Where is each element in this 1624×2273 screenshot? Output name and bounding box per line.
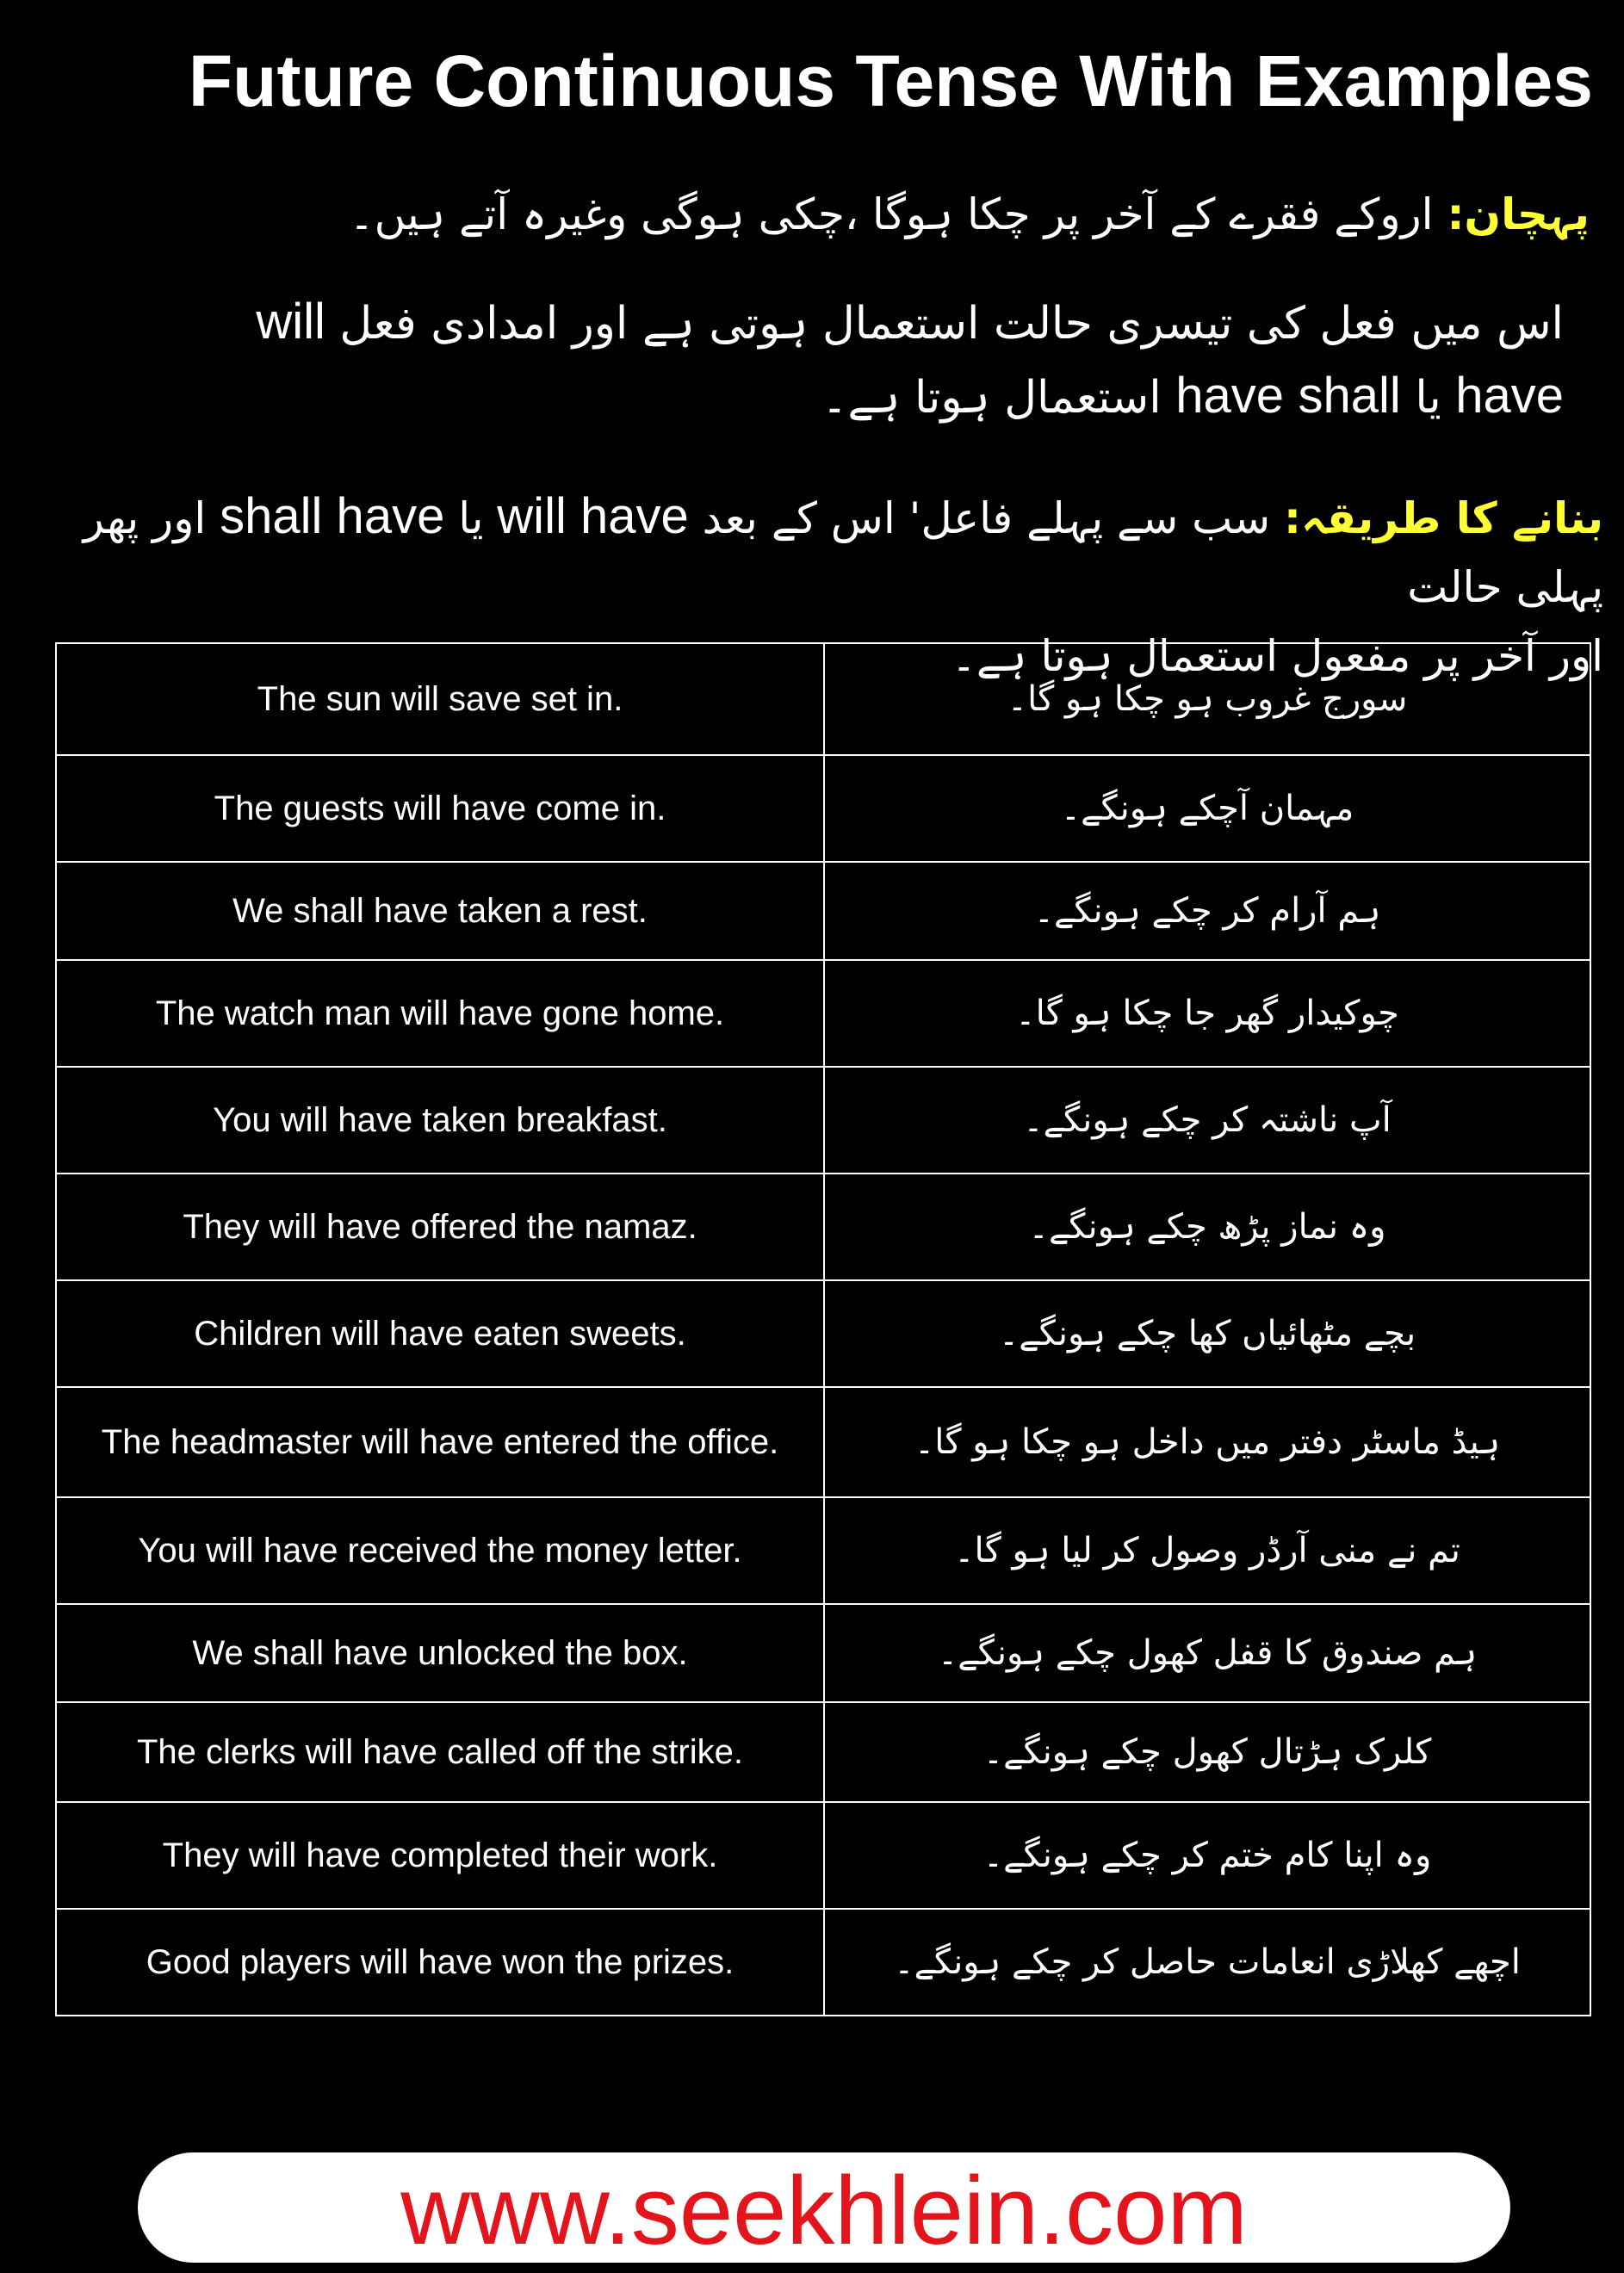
usage-text-a: اس میں فعل کی تیسری حالت استعمال ہوتی ہے اور امدادی فعل [339, 298, 1564, 350]
urdu-translation: کلرک ہڑتال کھول چکے ہونگے۔ [824, 1702, 1590, 1802]
table-row [56, 1280, 1590, 1387]
urdu-translation: اچھے کھلاڑی انعامات حاصل کر چکے ہونگے۔ [824, 1909, 1590, 2016]
urdu-translation: سورج غروب ہو چکا ہو گا۔ [824, 643, 1590, 755]
table-row [56, 960, 1590, 1067]
method-english-1: will have [497, 488, 689, 544]
table-row [56, 862, 1590, 960]
table-row [56, 1067, 1590, 1174]
urdu-translation: ہم صندوق کا قفل کھول چکے ہونگے۔ [824, 1604, 1590, 1702]
table-row [56, 643, 1590, 755]
urdu-translation: ہیڈ ماسٹر دفتر میں داخل ہو چکا ہو گا۔ [824, 1387, 1590, 1497]
urdu-translation: ہم آرام کر چکے ہونگے۔ [824, 862, 1590, 960]
method-ya: یا [458, 493, 484, 543]
urdu-translation: چوکیدار گھر جا چکا ہو گا۔ [824, 960, 1590, 1067]
website-url[interactable]: www.seekhlein.com [400, 2157, 1248, 2263]
identification-line [22, 183, 1590, 246]
english-sentence: The clerks will have called off the strike. [56, 1702, 824, 1802]
usage-ya: یا [1415, 372, 1441, 424]
table-row [56, 1387, 1590, 1497]
page-title: Future Continuous Tense With Examples [188, 40, 1593, 121]
english-sentence: We shall have unlocked the box. [56, 1604, 824, 1702]
website-banner[interactable] [138, 2152, 1510, 2263]
identification-text: اروکے فقرے کے آخر پر چکا ہوگا ،چکی ہوگی وغیرہ آتے ہیں۔ [349, 189, 1434, 239]
english-sentence: You will have received the money letter. [56, 1497, 824, 1604]
urdu-translation: وہ نماز پڑھ چکے ہونگے۔ [824, 1174, 1590, 1280]
table-row [56, 1174, 1590, 1280]
urdu-translation: مہمان آچکے ہونگے۔ [824, 755, 1590, 862]
method-text-c: اور آخر پر مفعول استعمال ہوتا ہے۔ [951, 631, 1603, 681]
urdu-translation: آپ ناشتہ کر چکے ہونگے۔ [824, 1067, 1590, 1174]
method-label: بنانے کا طریقہ: [1284, 493, 1603, 543]
english-sentence: The sun will save set in. [56, 643, 824, 755]
urdu-translation: بچے مٹھائیاں کھا چکے ہونگے۔ [824, 1280, 1590, 1387]
examples-table [55, 642, 1591, 2016]
usage-paragraph [152, 286, 1564, 434]
english-sentence: Good players will have won the prizes. [56, 1909, 824, 2016]
english-sentence: Children will have eaten sweets. [56, 1280, 824, 1387]
english-sentence: We shall have taken a rest. [56, 862, 824, 960]
table-row [56, 1909, 1590, 2016]
urdu-translation: وہ اپنا کام ختم کر چکے ہونگے۔ [824, 1802, 1590, 1909]
table-row [56, 1802, 1590, 1909]
english-sentence: The guests will have come in. [56, 755, 824, 862]
english-sentence: They will have completed their work. [56, 1802, 824, 1909]
method-text-b: اور پھر پہلی حالت [83, 493, 1603, 612]
usage-english-1: will have [256, 294, 1564, 424]
identification-label: پہچان: [1447, 189, 1590, 239]
urdu-translation: تم نے منی آرڈر وصول کر لیا ہو گا۔ [824, 1497, 1590, 1604]
english-sentence: You will have taken breakfast. [56, 1067, 824, 1174]
usage-english-2: have [1175, 368, 1284, 424]
table-row [56, 1604, 1590, 1702]
usage-english-3: shall [1298, 368, 1401, 424]
method-text-a: سب سے پہلے فاعل' اس کے بعد [702, 493, 1271, 543]
table-row [56, 1702, 1590, 1802]
table-row [56, 755, 1590, 862]
english-sentence: The headmaster will have entered the office. [56, 1387, 824, 1497]
usage-text-b: استعمال ہوتا ہے۔ [821, 372, 1162, 424]
table-row [56, 1497, 1590, 1604]
method-english-2: shall have [220, 488, 445, 544]
english-sentence: They will have offered the namaz. [56, 1174, 824, 1280]
english-sentence: The watch man will have gone home. [56, 960, 824, 1067]
